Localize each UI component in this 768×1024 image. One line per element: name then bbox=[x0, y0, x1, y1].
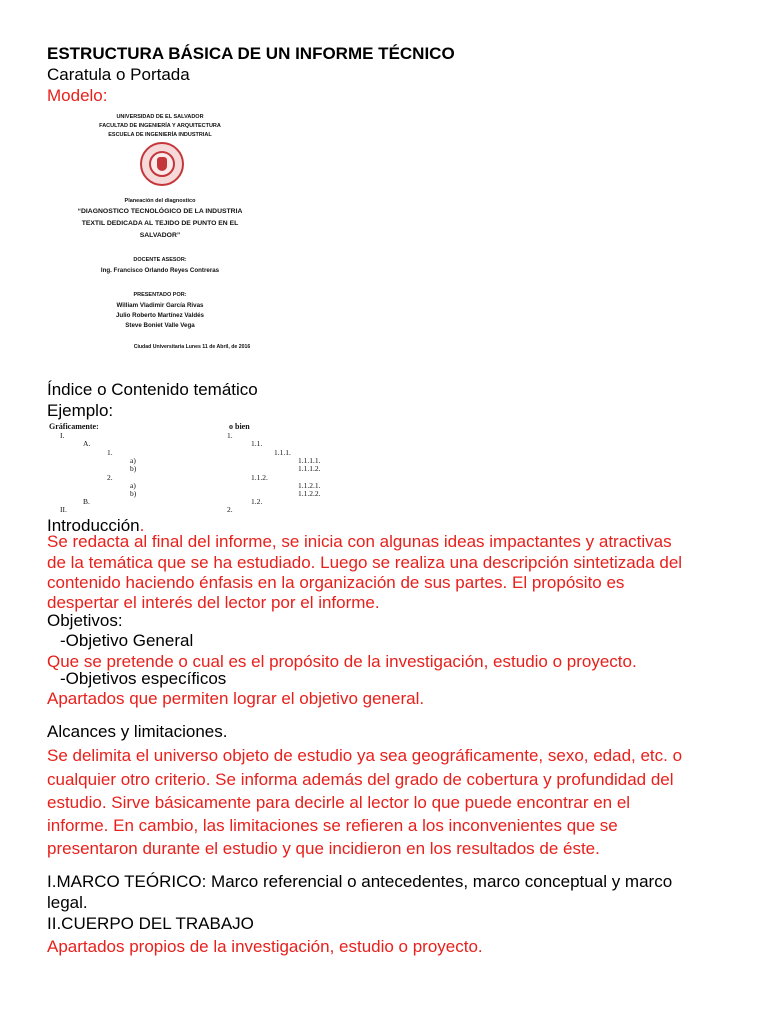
outline-right-item: 1.1.2.1. bbox=[298, 481, 321, 490]
outline-right-item: 1.1.1. bbox=[274, 448, 291, 457]
cover-page-sample bbox=[60, 106, 260, 360]
outline-right-item: 2. bbox=[227, 505, 233, 514]
outline-right-item: 1.1. bbox=[251, 439, 263, 448]
cover-title-line-1: “DIAGNOSTICO TECNOLÓGICO DE LA INDUSTRIA bbox=[77, 208, 243, 215]
outline-right-title: o bien bbox=[229, 422, 250, 431]
scope-text-line: cualquier otro criterio. Se informa además del grado de cobertura y profundidad del bbox=[47, 770, 674, 789]
marco-teorico-line: I.MARCO TEÓRICO: Marco referencial o antecedentes, marco conceptual y marco bbox=[47, 872, 673, 891]
cover-faculty: FACULTAD DE INGENIERÍA Y ARQUITECTURA bbox=[99, 123, 221, 129]
intro-text-line: Se redacta al final del informe, se inicia con algunas ideas impactantes y atractivas bbox=[47, 532, 672, 551]
model-label: Modelo: bbox=[47, 86, 108, 105]
outline-right-item: 1.2. bbox=[251, 497, 263, 506]
general-objective-text: Que se pretende o cual es el propósito de la investigación, estudio o proyecto. bbox=[47, 652, 637, 671]
cover-advisor-label: DOCENTE ASESOR: bbox=[133, 257, 187, 263]
outline-left-item: b) bbox=[130, 489, 137, 498]
section-index-heading: Índice o Contenido temático bbox=[47, 380, 258, 399]
intro-text-line: de la temática que se ha estudiado. Luego se realiza una descripción sintetizada del bbox=[47, 553, 683, 572]
scope-text-line: presentaron durante el estudio y que incidieron en los resultados de éste. bbox=[47, 839, 600, 858]
general-objective-heading: -Objetivo General bbox=[60, 631, 194, 650]
specific-objectives-text: Apartados que permiten lograr el objetivo general. bbox=[47, 689, 425, 708]
outline-right-item: 1.1.1.1. bbox=[298, 456, 321, 465]
specific-objectives-heading: -Objetivos específicos bbox=[60, 669, 227, 688]
outline-example bbox=[47, 422, 377, 514]
example-label: Ejemplo: bbox=[47, 401, 114, 420]
outline-left-item: 2. bbox=[107, 473, 113, 482]
outline-right-item: 1.1.1.2. bbox=[298, 464, 321, 473]
scope-text-line: estudio. Sirve básicamente para decirle al lector lo que puede encontrar en el bbox=[47, 793, 631, 812]
cover-author-3: Steve Boniet Valle Vega bbox=[125, 322, 195, 329]
university-seal-icon bbox=[140, 142, 184, 186]
intro-heading-text: Introducción bbox=[47, 516, 140, 535]
cover-school: ESCUELA DE INGENIERÍA INDUSTRIAL bbox=[108, 132, 212, 138]
outline-right-item: 1. bbox=[227, 431, 233, 440]
intro-text-line: contenido haciendo énfasis en la organización de sus partes. El propósito es bbox=[47, 573, 625, 592]
marco-teorico-line: legal. bbox=[47, 893, 88, 912]
section-scope-heading: Alcances y limitaciones. bbox=[47, 722, 228, 741]
intro-text-line: despertar el interés del lector por el informe. bbox=[47, 593, 380, 612]
cover-university: UNIVERSIDAD DE EL SALVADOR bbox=[116, 114, 204, 120]
outline-left-item: II. bbox=[60, 505, 67, 514]
outline-right-item: 1.1.2. bbox=[251, 473, 268, 482]
section-cuerpo-heading: II.CUERPO DEL TRABAJO bbox=[47, 914, 254, 933]
document-title: ESTRUCTURA BÁSICA DE UN INFORME TÉCNICO bbox=[47, 44, 455, 63]
cuerpo-text: Apartados propios de la investigación, estudio o proyecto. bbox=[47, 937, 483, 956]
intro-heading-period: . bbox=[139, 516, 145, 535]
cover-presented-label: PRESENTADO POR: bbox=[133, 292, 187, 298]
outline-left-item: A. bbox=[83, 439, 91, 448]
cover-title-line-3: SALVADOR” bbox=[139, 232, 181, 239]
cover-title-line-2: TEXTIL DEDICADA AL TEJIDO DE PUNTO EN EL bbox=[81, 220, 239, 227]
cover-author-2: Julio Roberto Martínez Valdés bbox=[115, 312, 205, 319]
outline-left-item: b) bbox=[130, 464, 137, 473]
cover-advisor: Ing. Francisco Orlando Reyes Contreras bbox=[100, 267, 220, 274]
outline-left-item: a) bbox=[130, 456, 136, 465]
outline-left-item: I. bbox=[60, 431, 65, 440]
scope-text-line: Se delimita el universo objeto de estudio ya sea geográficamente, sexo, edad, etc. o bbox=[47, 746, 683, 765]
cover-subject: Planeación del diagnostico bbox=[124, 198, 196, 204]
cover-place-date: Ciudad Universitaria Lunes 11 de Abril, de 2016 bbox=[133, 344, 251, 350]
section-objectives-heading: Objetivos: bbox=[47, 611, 123, 630]
outline-right-item: 1.1.2.2. bbox=[298, 489, 321, 498]
scope-text-line: informe. En cambio, las limitaciones se refieren a los inconvenientes que se bbox=[47, 816, 618, 835]
outline-left-item: 1. bbox=[107, 448, 113, 457]
outline-left-item: a) bbox=[130, 481, 136, 490]
cover-author-1: William Vladimir García Rivas bbox=[116, 302, 204, 309]
outline-left-title: Gráficamente: bbox=[49, 422, 99, 431]
section-cover-heading: Caratula o Portada bbox=[47, 65, 190, 84]
outline-left-item: B. bbox=[83, 497, 90, 506]
